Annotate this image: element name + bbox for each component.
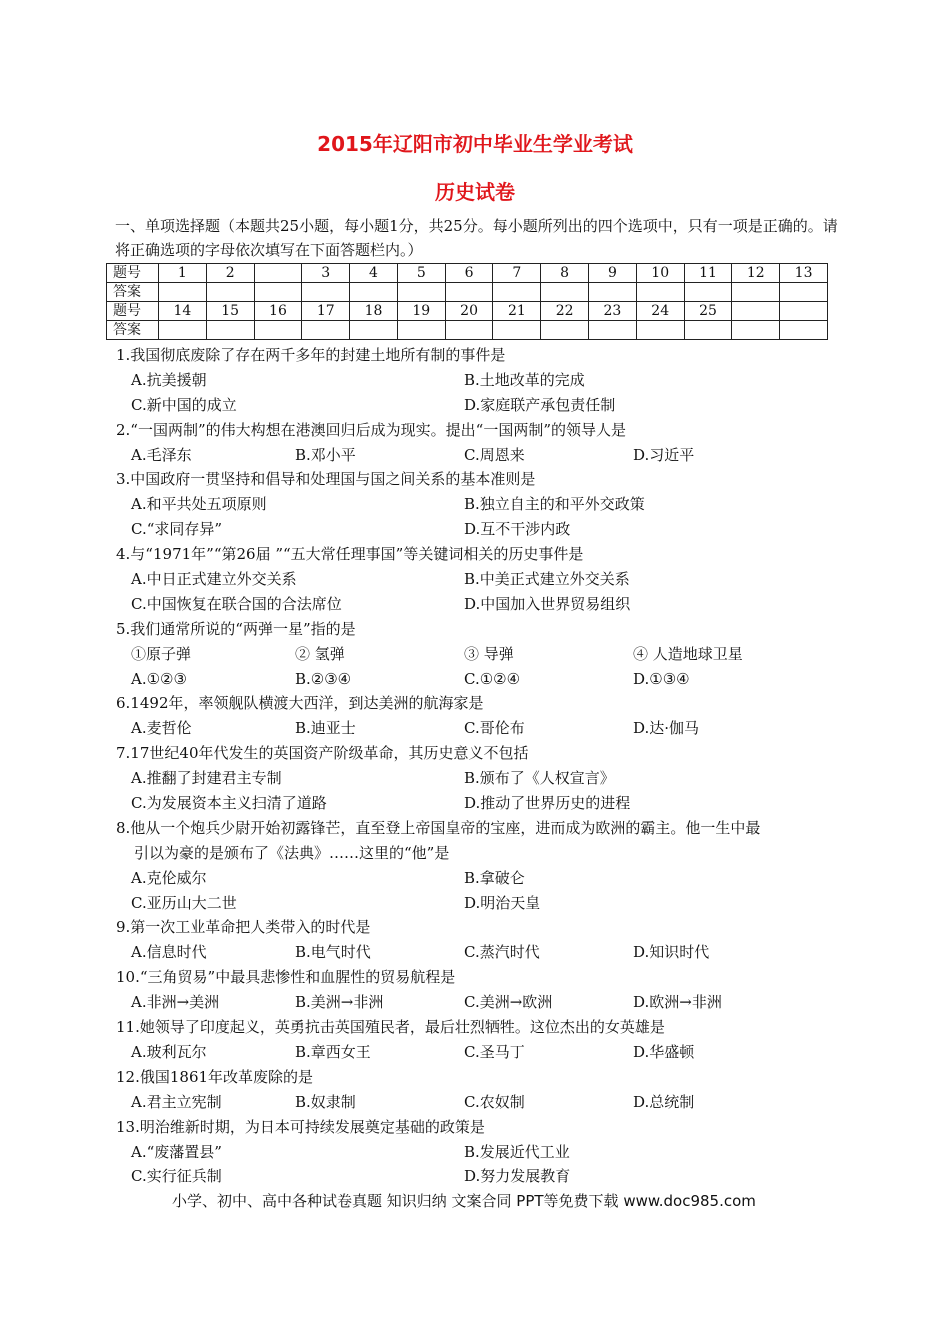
answer-cell[interactable] [732,321,780,340]
answer-option[interactable]: C.美洲→欧洲 [464,993,553,1012]
answer-option[interactable]: D.家庭联产承包责任制 [464,395,616,414]
answer-option[interactable]: C.亚历山大二世 [131,893,237,912]
question-stem: 2.“一国两制”的伟大构想在港澳回归后成为现实。提出“一国两制”的领导人是 [116,420,626,439]
question-stem-line [0,741,950,766]
answer-option[interactable]: B.奴隶制 [295,1092,356,1111]
answer-cell[interactable] [493,283,541,302]
answer-option[interactable]: B.拿破仑 [464,868,525,887]
question-options-line [0,1140,950,1165]
section-instructions: 一、单项选择题（本题共25小题，每小题1分，共25分。每小题所列出的四个选项中，只有一项是正确的。请将正确选项的字母依次填写在下面答题栏内。） [115,217,838,259]
question-stem-line [0,816,950,841]
question-stem: 11.她领导了印度起义，英勇抗击英国殖民者，最后壮烈牺牲。这位杰出的女英雄是 [116,1018,665,1037]
answer-table-answer-row [107,283,828,302]
question-stem: 13.明治维新时期，为日本可持续发展奠定基础的政策是 [116,1117,485,1136]
question-stem: 3.中国政府一贯坚持和倡导和处理国与国之间关系的基本准则是 [116,470,536,489]
exam-title: 2015年辽阳市初中毕业生学业考试 [317,132,633,156]
answer-cell[interactable] [302,283,350,302]
answer-option[interactable]: C.①②④ [464,669,521,688]
question-options-line [0,492,950,517]
answer-option[interactable]: D.明治天皇 [464,893,541,912]
answer-option[interactable]: A.抗美援朝 [131,370,207,389]
answer-cell[interactable] [254,283,302,302]
answer-option[interactable]: A.和平共处五项原则 [131,495,267,514]
question-stem: 12.俄国1861年改革废除的是 [116,1067,314,1086]
answer-option[interactable]: B.中美正式建立外交关系 [464,570,630,589]
question-options-line [0,393,950,418]
question-number-cell: 8 [541,264,589,283]
answer-cell[interactable] [206,321,254,340]
question-item: ② 氢弹 [295,644,345,663]
answer-option[interactable]: D.①③④ [633,669,690,688]
answer-table-answer-row [107,321,828,340]
question-number-cell: 12 [732,264,780,283]
answer-option[interactable]: A.“废藩置县” [131,1142,222,1161]
answer-cell[interactable] [636,283,684,302]
answer-option[interactable]: C.哥伦布 [464,719,525,738]
question-number-cell: 16 [254,302,302,321]
question-stem: 8.他从一个炮兵少尉开始初露锋芒，直至登上帝国皇帝的宝座，进而成为欧洲的霸主。他一生中最 [116,818,761,837]
question-number-cell [732,302,780,321]
answer-cell[interactable] [350,321,398,340]
question-number-cell: 11 [684,264,732,283]
question-number-cell: 1 [159,264,207,283]
answer-table-number-row [107,264,828,283]
question-number-cell: 19 [397,302,445,321]
answer-option[interactable]: B.颁布了《人权宣言》 [464,769,615,788]
answer-option[interactable]: A.克伦威尔 [131,868,207,887]
question-stem-line [0,691,950,716]
question-stem-line [0,343,950,368]
answer-cell[interactable] [159,283,207,302]
footer-note: 小学、初中、高中各种试卷真题 知识归纳 文案合同 PPT等免费下载 www.doc985.com [172,1192,756,1210]
answer-cell[interactable] [397,321,445,340]
question-number-cell: 7 [493,264,541,283]
exam-subtitle: 历史试卷 [435,180,515,204]
answer-option[interactable]: C.“求同存异” [131,520,223,539]
question-stem-line [0,1015,950,1040]
question-options-line [0,940,950,965]
question-number-cell [254,264,302,283]
answer-table-row-label: 题号 [107,264,159,283]
question-stem-line [0,841,950,866]
question-item: ①原子弹 [131,644,192,663]
answer-option[interactable]: D.努力发展教育 [464,1167,571,1186]
question-options-line [0,791,950,816]
question-options-line [0,592,950,617]
question-stem: 5.我们通常所说的“两弹一星”指的是 [116,619,356,638]
answer-option[interactable]: B.邓小平 [295,445,356,464]
answer-cell[interactable] [780,321,828,340]
question-options-line [0,716,950,741]
question-number-cell: 22 [541,302,589,321]
answer-option[interactable]: D.习近平 [633,445,695,464]
answer-option[interactable]: D.华盛顿 [633,1042,695,1061]
answer-cell[interactable] [780,283,828,302]
question-options-line [0,443,950,468]
answer-cell[interactable] [589,321,637,340]
answer-option[interactable]: C.实行征兵制 [131,1167,222,1186]
question-stem-line [0,418,950,443]
question-number-cell: 21 [493,302,541,321]
question-number-cell: 25 [684,302,732,321]
answer-cell[interactable] [636,321,684,340]
answer-cell[interactable] [159,321,207,340]
answer-option[interactable]: A.毛泽东 [131,445,192,464]
answer-cell[interactable] [684,283,732,302]
answer-option[interactable]: D.推动了世界历史的进程 [464,794,631,813]
answer-table-row-label: 题号 [107,302,159,321]
answer-option[interactable]: D.互不干涉内政 [464,520,571,539]
question-number-cell: 20 [445,302,493,321]
answer-cell[interactable] [254,321,302,340]
answer-option[interactable]: C.中国恢复在联合国的合法席位 [131,594,342,613]
answer-option[interactable]: B.章西女王 [295,1042,371,1061]
question-number-cell: 13 [780,264,828,283]
question-stem: 6.1492年，率领舰队横渡大西洋，到达美洲的航海家是 [116,694,484,713]
question-number-cell: 3 [302,264,350,283]
answer-cell[interactable] [541,283,589,302]
question-options-line [0,1090,950,1115]
question-stem-line [0,1065,950,1090]
question-number-cell: 23 [589,302,637,321]
answer-cell[interactable] [493,321,541,340]
answer-option[interactable]: D.欧洲→非洲 [633,993,722,1012]
question-number-cell: 15 [206,302,254,321]
question-options-line [0,368,950,393]
answer-option[interactable]: C.周恩来 [464,445,525,464]
question-number-cell: 2 [206,264,254,283]
answer-option[interactable]: C.圣马丁 [464,1042,525,1061]
answer-option[interactable]: B.迪亚士 [295,719,356,738]
answer-option[interactable]: A.中日正式建立外交关系 [131,570,297,589]
question-stem-line [0,965,950,990]
answer-option[interactable]: C.蒸汽时代 [464,943,540,962]
question-items-line [0,642,950,667]
answer-option[interactable]: A.信息时代 [131,943,207,962]
question-stem: 9.第一次工业革命把人类带入的时代是 [116,918,371,937]
question-stem: 4.与“1971年”“第26届 ”“五大常任理事国”等关键词相关的历史事件是 [116,545,584,564]
question-options-line [0,866,950,891]
answer-option[interactable]: D.知识时代 [633,943,710,962]
answer-cell[interactable] [445,321,493,340]
question-stem: 10.“三角贸易”中最具悲惨性和血腥性的贸易航程是 [116,968,456,987]
answer-option[interactable]: A.推翻了封建君主专制 [131,769,282,788]
answer-option[interactable]: B.电气时代 [295,943,371,962]
question-options-line [0,1164,950,1189]
answer-cell[interactable] [445,283,493,302]
question-stem-continued: 引以为豪的是颁布了《法典》……这里的“他”是 [134,843,450,862]
answer-option[interactable]: A.玻利瓦尔 [131,1042,207,1061]
answer-option[interactable]: C.新中国的成立 [131,395,237,414]
answer-cell[interactable] [732,283,780,302]
question-number-cell: 6 [445,264,493,283]
question-options-line [0,990,950,1015]
question-number-cell: 10 [636,264,684,283]
question-number-cell: 5 [397,264,445,283]
answer-option[interactable]: A.非洲→美洲 [131,993,220,1012]
answer-option[interactable]: B.独立自主的和平外交政策 [464,495,645,514]
question-number-cell: 18 [350,302,398,321]
answer-option[interactable]: B.土地改革的完成 [464,370,585,389]
question-options-line [0,567,950,592]
question-options-line [0,667,950,692]
answer-option[interactable]: A.①②③ [131,669,187,688]
question-options-line [0,517,950,542]
question-number-cell: 14 [159,302,207,321]
question-options-line [0,891,950,916]
answer-cell[interactable] [684,321,732,340]
answer-option[interactable]: A.麦哲伦 [131,719,192,738]
answer-table-number-row [107,302,828,321]
answer-cell[interactable] [541,321,589,340]
question-stem-line [0,542,950,567]
answer-table [106,263,828,340]
question-number-cell [780,302,828,321]
answer-cell[interactable] [350,283,398,302]
answer-option[interactable]: A.君主立宪制 [131,1092,222,1111]
answer-option[interactable]: C.农奴制 [464,1092,525,1111]
answer-cell[interactable] [302,321,350,340]
answer-table-row-label: 答案 [107,321,159,340]
question-options-line [0,1040,950,1065]
question-stem-line [0,1115,950,1140]
question-item: ④ 人造地球卫星 [633,644,743,663]
answer-cell[interactable] [589,283,637,302]
answer-option[interactable]: B.美洲→非洲 [295,993,384,1012]
answer-option[interactable]: D.总统制 [633,1092,695,1111]
question-stem-line [0,617,950,642]
question-list [0,343,950,1189]
answer-option[interactable]: C.为发展资本主义扫清了道路 [131,794,327,813]
question-number-cell: 4 [350,264,398,283]
question-number-cell: 17 [302,302,350,321]
answer-cell[interactable] [206,283,254,302]
question-stem: 1.我国彻底废除了存在两千多年的封建土地所有制的事件是 [116,346,506,364]
question-number-cell: 9 [589,264,637,283]
answer-cell[interactable] [397,283,445,302]
question-stem: 7.17世纪40年代发生的英国资产阶级革命，其历史意义不包括 [116,744,529,763]
answer-option[interactable]: D.达·伽马 [633,719,700,738]
answer-table-row-label: 答案 [107,283,159,302]
question-item: ③ 导弹 [464,644,514,663]
question-options-line [0,766,950,791]
question-stem-line [0,467,950,492]
answer-option[interactable]: D.中国加入世界贸易组织 [464,594,631,613]
question-number-cell: 24 [636,302,684,321]
answer-option[interactable]: B.②③④ [295,669,352,688]
question-stem-line [0,915,950,940]
answer-option[interactable]: B.发展近代工业 [464,1142,570,1161]
